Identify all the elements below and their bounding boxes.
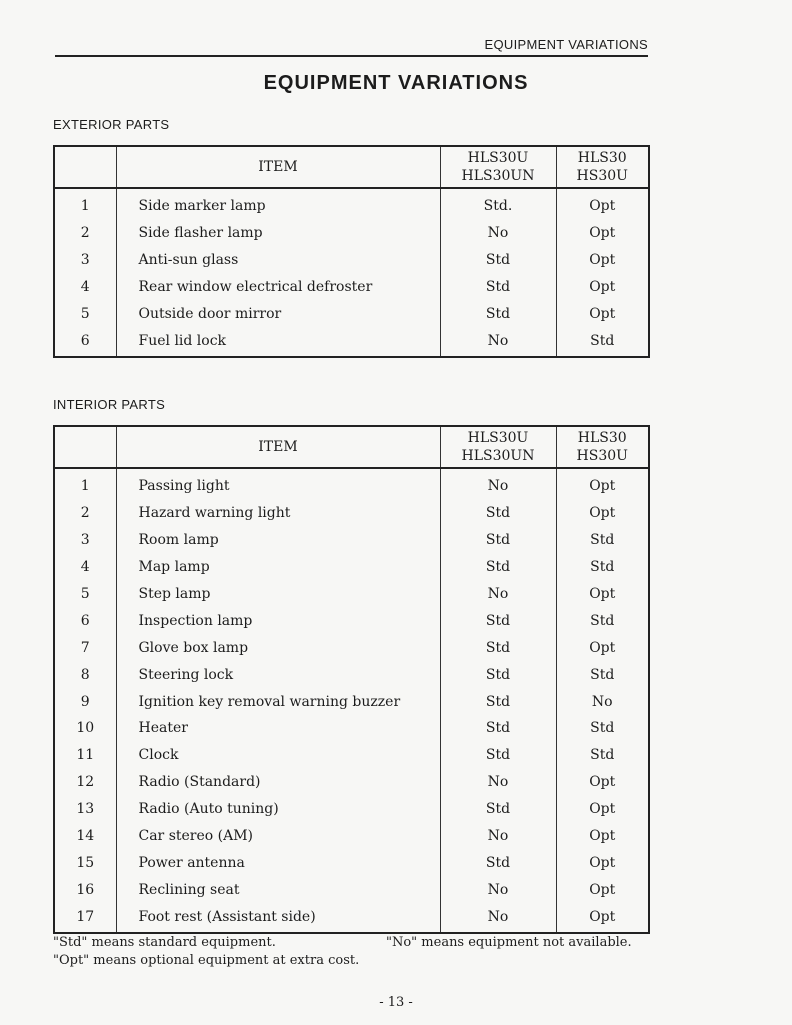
model-b-value-cell: Opt <box>556 796 649 823</box>
item-name-cell: Room lamp <box>116 527 440 554</box>
table-row <box>54 823 649 850</box>
model-b-line-1: HLS30 <box>577 430 627 446</box>
model-a-value-cell: Std <box>440 607 556 634</box>
model-a-column-header <box>440 426 556 468</box>
model-b-column-header <box>556 146 649 188</box>
number-column-header <box>54 146 116 188</box>
model-a-value-cell: Std <box>440 849 556 876</box>
model-b-value-cell: Std <box>556 742 649 769</box>
model-b-value-cell: Opt <box>556 634 649 661</box>
model-a-value-cell: No <box>440 876 556 903</box>
note-opt: "Opt" means optional equipment at extra cost. <box>53 953 360 968</box>
model-a-value-cell: No <box>440 769 556 796</box>
model-a-value-cell: Std <box>440 742 556 769</box>
model-a-value-cell: Std <box>440 274 556 301</box>
row-number-cell: 2 <box>80 225 90 242</box>
item-name-cell: Radio (Auto tuning) <box>116 796 440 823</box>
note-no: "No" means equipment not available. <box>386 935 632 950</box>
item-name-cell: Fuel lid lock <box>116 327 440 357</box>
model-a-value-cell: No <box>440 468 556 500</box>
row-number-cell: 17 <box>76 908 95 925</box>
row-number-cell: 1 <box>80 198 90 215</box>
item-name-cell: Reclining seat <box>116 876 440 903</box>
row-number-cell: 11 <box>76 747 95 764</box>
interior-table-body <box>54 468 649 933</box>
table-row <box>54 274 649 301</box>
row-number-cell: 12 <box>76 774 95 791</box>
model-b-value-cell: Opt <box>556 903 649 933</box>
model-a-value-cell: Std <box>440 715 556 742</box>
row-number-cell: 10 <box>76 720 95 737</box>
model-a-value-cell: No <box>440 823 556 850</box>
model-b-value-cell: Std <box>556 327 649 357</box>
page-title: EQUIPMENT VARIATIONS <box>263 72 529 94</box>
model-b-value-cell: Std <box>556 661 649 688</box>
table-row <box>54 500 649 527</box>
row-number-cell: 15 <box>76 854 95 871</box>
model-b-column-header <box>556 426 649 468</box>
item-name-cell: Heater <box>116 715 440 742</box>
item-name-cell: Map lamp <box>116 554 440 581</box>
row-number-cell: 3 <box>80 252 90 269</box>
model-b-value-cell: No <box>556 688 649 715</box>
model-b-value-cell: Std <box>556 715 649 742</box>
model-a-value-cell: Std <box>440 500 556 527</box>
table-header-row <box>54 426 649 468</box>
table-row <box>54 849 649 876</box>
row-number-cell: 9 <box>80 693 90 710</box>
table-row <box>54 247 649 274</box>
model-a-line-2: HLS30UN <box>461 448 535 464</box>
row-number-cell: 5 <box>80 306 90 322</box>
model-a-value-cell: Std <box>440 661 556 688</box>
row-number-cell: 13 <box>76 801 95 818</box>
model-a-value-cell: Std <box>440 634 556 661</box>
model-b-value-cell: Opt <box>556 823 649 850</box>
table-row <box>54 607 649 634</box>
model-b-value-cell: Std <box>556 527 649 554</box>
row-number-cell: 1 <box>80 478 90 495</box>
item-name-cell: Power antenna <box>116 849 440 876</box>
item-name-cell: Outside door mirror <box>116 301 440 328</box>
item-name-cell: Inspection lamp <box>116 607 440 634</box>
interior-parts-table <box>53 425 650 934</box>
model-b-value-cell: Opt <box>556 581 649 608</box>
model-b-value-cell: Opt <box>556 274 649 301</box>
number-column-header <box>54 426 116 468</box>
page-number: - 13 - <box>379 995 413 1010</box>
table-row <box>54 527 649 554</box>
model-b-value-cell: Opt <box>556 849 649 876</box>
table-row <box>54 327 649 357</box>
table-row <box>54 301 649 328</box>
table-row <box>54 634 649 661</box>
model-b-value-cell: Std <box>556 554 649 581</box>
item-column-header: ITEM <box>116 146 440 188</box>
model-a-value-cell: No <box>440 581 556 608</box>
item-name-cell: Rear window electrical defroster <box>116 274 440 301</box>
table-row <box>54 688 649 715</box>
item-name-cell: Side marker lamp <box>116 188 440 220</box>
model-a-value-cell: No <box>440 327 556 357</box>
item-column-header: ITEM <box>116 426 440 468</box>
item-name-cell: Car stereo (AM) <box>116 823 440 850</box>
model-b-value-cell: Opt <box>556 220 649 247</box>
model-b-value-cell: Opt <box>556 188 649 220</box>
row-number-cell: 7 <box>80 639 90 656</box>
interior-section-title: INTERIOR PARTS <box>53 397 166 412</box>
item-name-cell: Anti-sun glass <box>116 247 440 274</box>
table-row <box>54 769 649 796</box>
model-a-value-cell: Std <box>440 247 556 274</box>
row-number-cell: 4 <box>80 279 90 296</box>
table-row <box>54 796 649 823</box>
row-number-cell: 8 <box>80 666 90 683</box>
table-row <box>54 581 649 608</box>
model-b-value-cell: Opt <box>556 500 649 527</box>
model-a-line-1: HLS30U <box>467 150 529 166</box>
item-name-cell: Hazard warning light <box>116 500 440 527</box>
item-name-cell: Foot rest (Assistant side) <box>116 903 440 933</box>
header-rule <box>55 55 648 57</box>
row-number-cell: 2 <box>80 505 90 522</box>
model-a-line-2: HLS30UN <box>461 168 535 184</box>
item-name-cell: Ignition key removal warning buzzer <box>116 688 440 715</box>
table-row <box>54 903 649 933</box>
table-row <box>54 876 649 903</box>
model-a-value-cell: Std. <box>440 188 556 220</box>
exterior-parts-table <box>53 145 650 358</box>
row-number-cell: 5 <box>80 586 90 602</box>
row-number-cell: 6 <box>80 612 90 629</box>
item-name-cell: Passing light <box>116 468 440 500</box>
model-b-value-cell: Opt <box>556 876 649 903</box>
exterior-section-title: EXTERIOR PARTS <box>53 117 170 132</box>
model-a-value-cell: Std <box>440 554 556 581</box>
model-b-value-cell: Opt <box>556 769 649 796</box>
row-number-cell: 16 <box>76 881 95 898</box>
item-name-cell: Side flasher lamp <box>116 220 440 247</box>
model-a-value-cell: Std <box>440 796 556 823</box>
table-row <box>54 554 649 581</box>
model-a-column-header <box>440 146 556 188</box>
model-b-value-cell: Opt <box>556 301 649 328</box>
table-row <box>54 468 649 500</box>
item-name-cell: Step lamp <box>116 581 440 608</box>
model-b-value-cell: Std <box>556 607 649 634</box>
model-a-value-cell: Std <box>440 688 556 715</box>
model-a-value-cell: Std <box>440 301 556 328</box>
item-name-cell: Clock <box>116 742 440 769</box>
model-b-value-cell: Opt <box>556 247 649 274</box>
model-b-line-2: HS30U <box>576 448 628 464</box>
model-a-value-cell: No <box>440 903 556 933</box>
item-name-cell: Glove box lamp <box>116 634 440 661</box>
model-a-value-cell: Std <box>440 527 556 554</box>
model-a-line-1: HLS30U <box>467 430 529 446</box>
table-row <box>54 661 649 688</box>
model-a-value-cell: No <box>440 220 556 247</box>
row-number-cell: 4 <box>80 559 90 576</box>
row-number-cell: 14 <box>76 828 95 845</box>
item-name-cell: Radio (Standard) <box>116 769 440 796</box>
note-std: "Std" means standard equipment. <box>53 935 276 950</box>
exterior-table-body <box>54 188 649 357</box>
table-row <box>54 742 649 769</box>
model-b-line-2: HS30U <box>576 168 628 184</box>
item-name-cell: Steering lock <box>116 661 440 688</box>
table-header-row <box>54 146 649 188</box>
row-number-cell: 3 <box>80 532 90 549</box>
table-row <box>54 220 649 247</box>
model-b-line-1: HLS30 <box>577 150 627 166</box>
table-row <box>54 715 649 742</box>
table-row <box>54 188 649 220</box>
running-header: EQUIPMENT VARIATIONS <box>484 37 648 52</box>
model-b-value-cell: Opt <box>556 468 649 500</box>
row-number-cell: 6 <box>80 332 90 349</box>
